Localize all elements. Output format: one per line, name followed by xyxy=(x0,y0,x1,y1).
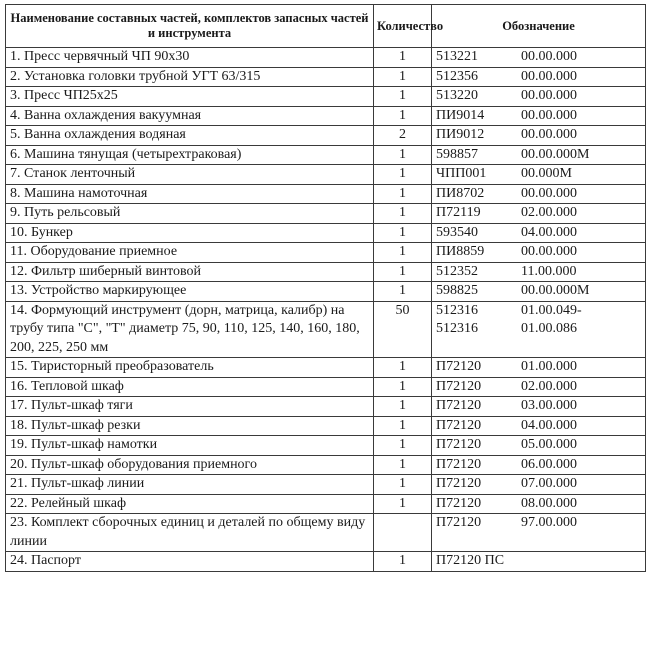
table-row xyxy=(6,436,646,456)
designation-number: 11.00.000 xyxy=(521,263,577,279)
designation-number: 08.00.000 xyxy=(521,495,577,511)
row-designation xyxy=(432,87,646,107)
row-name: 2. Установка головки трубной УГТ 63/315 xyxy=(6,67,374,87)
row-designation xyxy=(432,552,646,572)
designation-code: П72120 ПС xyxy=(436,553,505,568)
designation-line xyxy=(436,282,641,301)
table-row xyxy=(6,48,646,68)
row-qty: 1 xyxy=(374,475,432,495)
row-qty: 1 xyxy=(374,184,432,204)
table-row xyxy=(6,87,646,107)
row-qty xyxy=(374,514,432,552)
designation-line xyxy=(436,146,641,165)
designation-code: П72119 xyxy=(436,205,481,220)
designation-number: 02.00.000 xyxy=(521,205,577,220)
designation-number: 00.00.000 xyxy=(521,88,577,103)
row-qty: 1 xyxy=(374,145,432,165)
designation-line xyxy=(436,107,641,126)
table-header-row xyxy=(6,5,646,48)
designation-code: 512356 xyxy=(436,68,478,84)
designation-line xyxy=(436,243,641,262)
designation-line xyxy=(436,378,641,397)
designation-code: 598857 xyxy=(436,146,478,162)
row-designation xyxy=(432,301,646,358)
header-qty: Количество xyxy=(374,5,432,48)
table-row xyxy=(6,67,646,87)
designation-code: ПИ9014 xyxy=(436,107,485,123)
row-name: 7. Станок ленточный xyxy=(6,165,374,185)
row-designation xyxy=(432,416,646,436)
row-qty: 1 xyxy=(374,243,432,263)
table-row xyxy=(6,552,646,572)
table-row xyxy=(6,282,646,302)
designation-number: 04.00.000 xyxy=(521,224,577,240)
row-designation xyxy=(432,67,646,87)
designation-number: 01.00.000 xyxy=(521,359,577,374)
designation-number: 07.00.000 xyxy=(521,476,577,491)
designation-code: ПИ9012 xyxy=(436,127,485,142)
row-name: 18. Пульт-шкаф резки xyxy=(6,416,374,436)
designation-line xyxy=(436,320,641,339)
row-qty: 1 xyxy=(374,397,432,417)
designation-number: 00.00.000 xyxy=(521,49,577,64)
designation-line xyxy=(436,263,641,282)
designation-line xyxy=(436,126,641,145)
row-qty: 2 xyxy=(374,126,432,146)
designation-code: 513220 xyxy=(436,88,478,103)
row-qty: 1 xyxy=(374,552,432,572)
designation-number: 01.00.086 xyxy=(521,321,577,336)
designation-code: П72120 xyxy=(436,398,482,413)
row-qty: 1 xyxy=(374,494,432,514)
table-row xyxy=(6,204,646,224)
row-name: 22. Релейный шкаф xyxy=(6,494,374,514)
row-designation xyxy=(432,475,646,495)
designation-line xyxy=(436,165,641,184)
designation-number: 00.00.000 xyxy=(521,68,577,84)
row-name: 24. Паспорт xyxy=(6,552,374,572)
row-designation xyxy=(432,455,646,475)
row-designation xyxy=(432,184,646,204)
row-designation xyxy=(432,126,646,146)
designation-line xyxy=(436,495,641,514)
header-name: Наименование составных частей, комплектов запасных частей и инструмента xyxy=(6,5,374,48)
designation-line xyxy=(436,358,641,377)
designation-code: 513221 xyxy=(436,49,478,64)
row-name: 15. Тиристорный преобразователь xyxy=(6,358,374,378)
row-designation xyxy=(432,436,646,456)
designation-line xyxy=(436,552,641,571)
row-name: 19. Пульт-шкаф намотки xyxy=(6,436,374,456)
designation-line xyxy=(436,48,641,67)
designation-number: 01.00.049- xyxy=(521,302,582,318)
designation-code: 593540 xyxy=(436,224,478,240)
row-name: 13. Устройство маркирующее xyxy=(6,282,374,302)
designation-number: 06.00.000 xyxy=(521,456,577,472)
table-row xyxy=(6,455,646,475)
row-designation xyxy=(432,223,646,243)
designation-code: П72120 xyxy=(436,495,482,511)
table-row xyxy=(6,358,646,378)
row-name: 14. Формующий инструмент (дорн, матрица, калибр) на трубу типа "С", "Т" диаметр 75, 90, 110, 125, 140, 160, 180, 200, 225, 250 мм xyxy=(6,301,374,358)
designation-number: 03.00.000 xyxy=(521,398,577,413)
row-designation xyxy=(432,145,646,165)
row-designation xyxy=(432,397,646,417)
row-name: 16. Тепловой шкаф xyxy=(6,377,374,397)
designation-line xyxy=(436,224,641,243)
designation-code: ЧПП001 xyxy=(436,166,487,181)
designation-code: ПИ8702 xyxy=(436,185,485,201)
row-name: 20. Пульт-шкаф оборудования приемного xyxy=(6,455,374,475)
row-qty: 1 xyxy=(374,165,432,185)
designation-code: ПИ8859 xyxy=(436,244,485,259)
designation-code: 512352 xyxy=(436,263,478,279)
designation-number: 04.00.000 xyxy=(521,417,577,433)
row-qty: 1 xyxy=(374,358,432,378)
designation-number: 00.00.000М xyxy=(521,146,590,162)
designation-code: П72120 xyxy=(436,417,482,433)
row-designation xyxy=(432,262,646,282)
row-name: 4. Ванна охлаждения вакуумная xyxy=(6,106,374,126)
table-row xyxy=(6,165,646,185)
row-qty: 50 xyxy=(374,301,432,358)
components-table xyxy=(5,4,646,572)
row-qty: 1 xyxy=(374,262,432,282)
table-row xyxy=(6,475,646,495)
designation-number: 00.00.000 xyxy=(521,127,577,142)
row-designation xyxy=(432,514,646,552)
row-qty: 1 xyxy=(374,67,432,87)
row-name: 9. Путь рельсовый xyxy=(6,204,374,224)
table-row xyxy=(6,301,646,358)
table-row xyxy=(6,262,646,282)
row-qty: 1 xyxy=(374,416,432,436)
designation-line xyxy=(436,417,641,436)
designation-line xyxy=(436,185,641,204)
table-row xyxy=(6,126,646,146)
row-qty: 1 xyxy=(374,436,432,456)
designation-number: 05.00.000 xyxy=(521,437,577,452)
designation-code: 598825 xyxy=(436,283,478,298)
row-qty: 1 xyxy=(374,377,432,397)
row-name: 10. Бункер xyxy=(6,223,374,243)
row-qty: 1 xyxy=(374,455,432,475)
row-name: 1. Пресс червячный ЧП 90х30 xyxy=(6,48,374,68)
table-row xyxy=(6,243,646,263)
row-name: 12. Фильтр шиберный винтовой xyxy=(6,262,374,282)
table-row xyxy=(6,397,646,417)
row-designation xyxy=(432,204,646,224)
row-name: 17. Пульт-шкаф тяги xyxy=(6,397,374,417)
designation-number: 00.00.000 xyxy=(521,107,577,123)
row-name: 8. Машина намоточная xyxy=(6,184,374,204)
table-row xyxy=(6,184,646,204)
designation-line xyxy=(436,436,641,455)
designation-line xyxy=(436,87,641,106)
row-designation xyxy=(432,377,646,397)
designation-code: П72120 xyxy=(436,456,482,472)
row-name: 21. Пульт-шкаф линии xyxy=(6,475,374,495)
designation-number: 00.00.000 xyxy=(521,244,577,259)
row-name: 3. Пресс ЧП25х25 xyxy=(6,87,374,107)
designation-line xyxy=(436,68,641,87)
designation-line xyxy=(436,475,641,494)
table-row xyxy=(6,106,646,126)
table-row xyxy=(6,416,646,436)
table-row xyxy=(6,377,646,397)
designation-number: 00.000М xyxy=(521,166,572,181)
designation-code: 512316 xyxy=(436,321,478,336)
row-qty: 1 xyxy=(374,106,432,126)
table-row xyxy=(6,223,646,243)
designation-code: П72120 xyxy=(436,476,482,491)
row-name: 5. Ванна охлаждения водяная xyxy=(6,126,374,146)
row-qty: 1 xyxy=(374,204,432,224)
designation-line xyxy=(436,456,641,475)
row-designation xyxy=(432,358,646,378)
row-qty: 1 xyxy=(374,223,432,243)
designation-code: П72120 xyxy=(436,437,482,452)
designation-line xyxy=(436,397,641,416)
table-row xyxy=(6,494,646,514)
row-designation xyxy=(432,494,646,514)
row-designation xyxy=(432,243,646,263)
row-name: 23. Комплект сборочных единиц и деталей по общему виду линии xyxy=(6,514,374,552)
table-row xyxy=(6,514,646,552)
designation-number: 00.00.000М xyxy=(521,283,590,298)
row-designation xyxy=(432,282,646,302)
designation-line xyxy=(436,514,641,533)
designation-line xyxy=(436,302,641,321)
designation-code: П72120 xyxy=(436,378,482,394)
row-designation xyxy=(432,165,646,185)
row-name: 11. Оборудование приемное xyxy=(6,243,374,263)
row-designation xyxy=(432,106,646,126)
row-qty: 1 xyxy=(374,282,432,302)
designation-number: 97.00.000 xyxy=(521,515,577,530)
designation-number: 00.00.000 xyxy=(521,185,577,201)
designation-code: 512316 xyxy=(436,302,478,318)
row-qty: 1 xyxy=(374,87,432,107)
designation-number: 02.00.000 xyxy=(521,378,577,394)
designation-code: П72120 xyxy=(436,359,482,374)
row-designation xyxy=(432,48,646,68)
row-name: 6. Машина тянущая (четырехтраковая) xyxy=(6,145,374,165)
designation-code: П72120 xyxy=(436,515,482,530)
table-row xyxy=(6,145,646,165)
header-designation: Обозначение xyxy=(432,5,646,48)
row-qty: 1 xyxy=(374,48,432,68)
designation-line xyxy=(436,204,641,223)
